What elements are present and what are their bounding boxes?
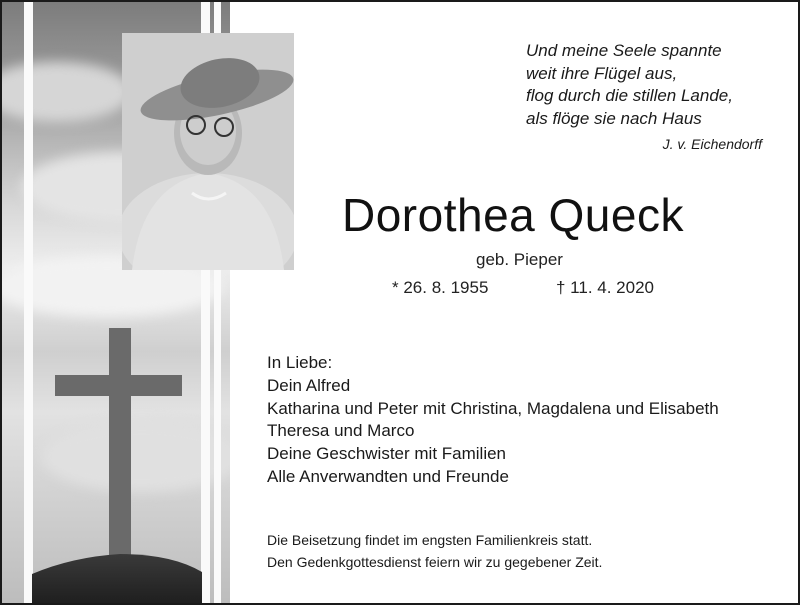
poem-author: J. v. Eichendorff (662, 136, 762, 152)
poem-line: weit ihre Flügel aus, (526, 63, 678, 83)
mourner-line: Theresa und Marco (267, 421, 415, 441)
notice-line: Die Beisetzung findet im engsten Familienkreis statt. (267, 532, 593, 548)
poem-line: als flöge sie nach Haus (526, 108, 702, 128)
mourner-line: Alle Anverwandten und Freunde (267, 466, 509, 486)
notice-line: Den Gedenkgottesdienst feiern wir zu gegebener Zeit. (267, 553, 603, 570)
poem (526, 40, 786, 130)
mourner-line: In Liebe: (267, 353, 333, 372)
mourner-line: Katharina und Peter mit Christina, Magdalena und Elisabeth (267, 398, 719, 418)
mourner-line: Dein Alfred (267, 375, 351, 395)
birth-name: geb. Pieper (476, 250, 563, 269)
poem-line: Und meine Seele spannte (526, 41, 722, 60)
death-date: † 11. 4. 2020 (556, 278, 654, 297)
portrait-photo (122, 33, 294, 270)
portrait-icon (122, 33, 294, 270)
poem-line: flog durch die stillen Lande, (526, 86, 733, 105)
mourner-line: Deine Geschwister mit Familien (267, 444, 507, 464)
mourners-list (267, 352, 719, 489)
birth-date: * 26. 8. 1955 (392, 278, 489, 297)
funeral-notice (267, 530, 602, 573)
deceased-name: Dorothea Queck (342, 189, 684, 241)
